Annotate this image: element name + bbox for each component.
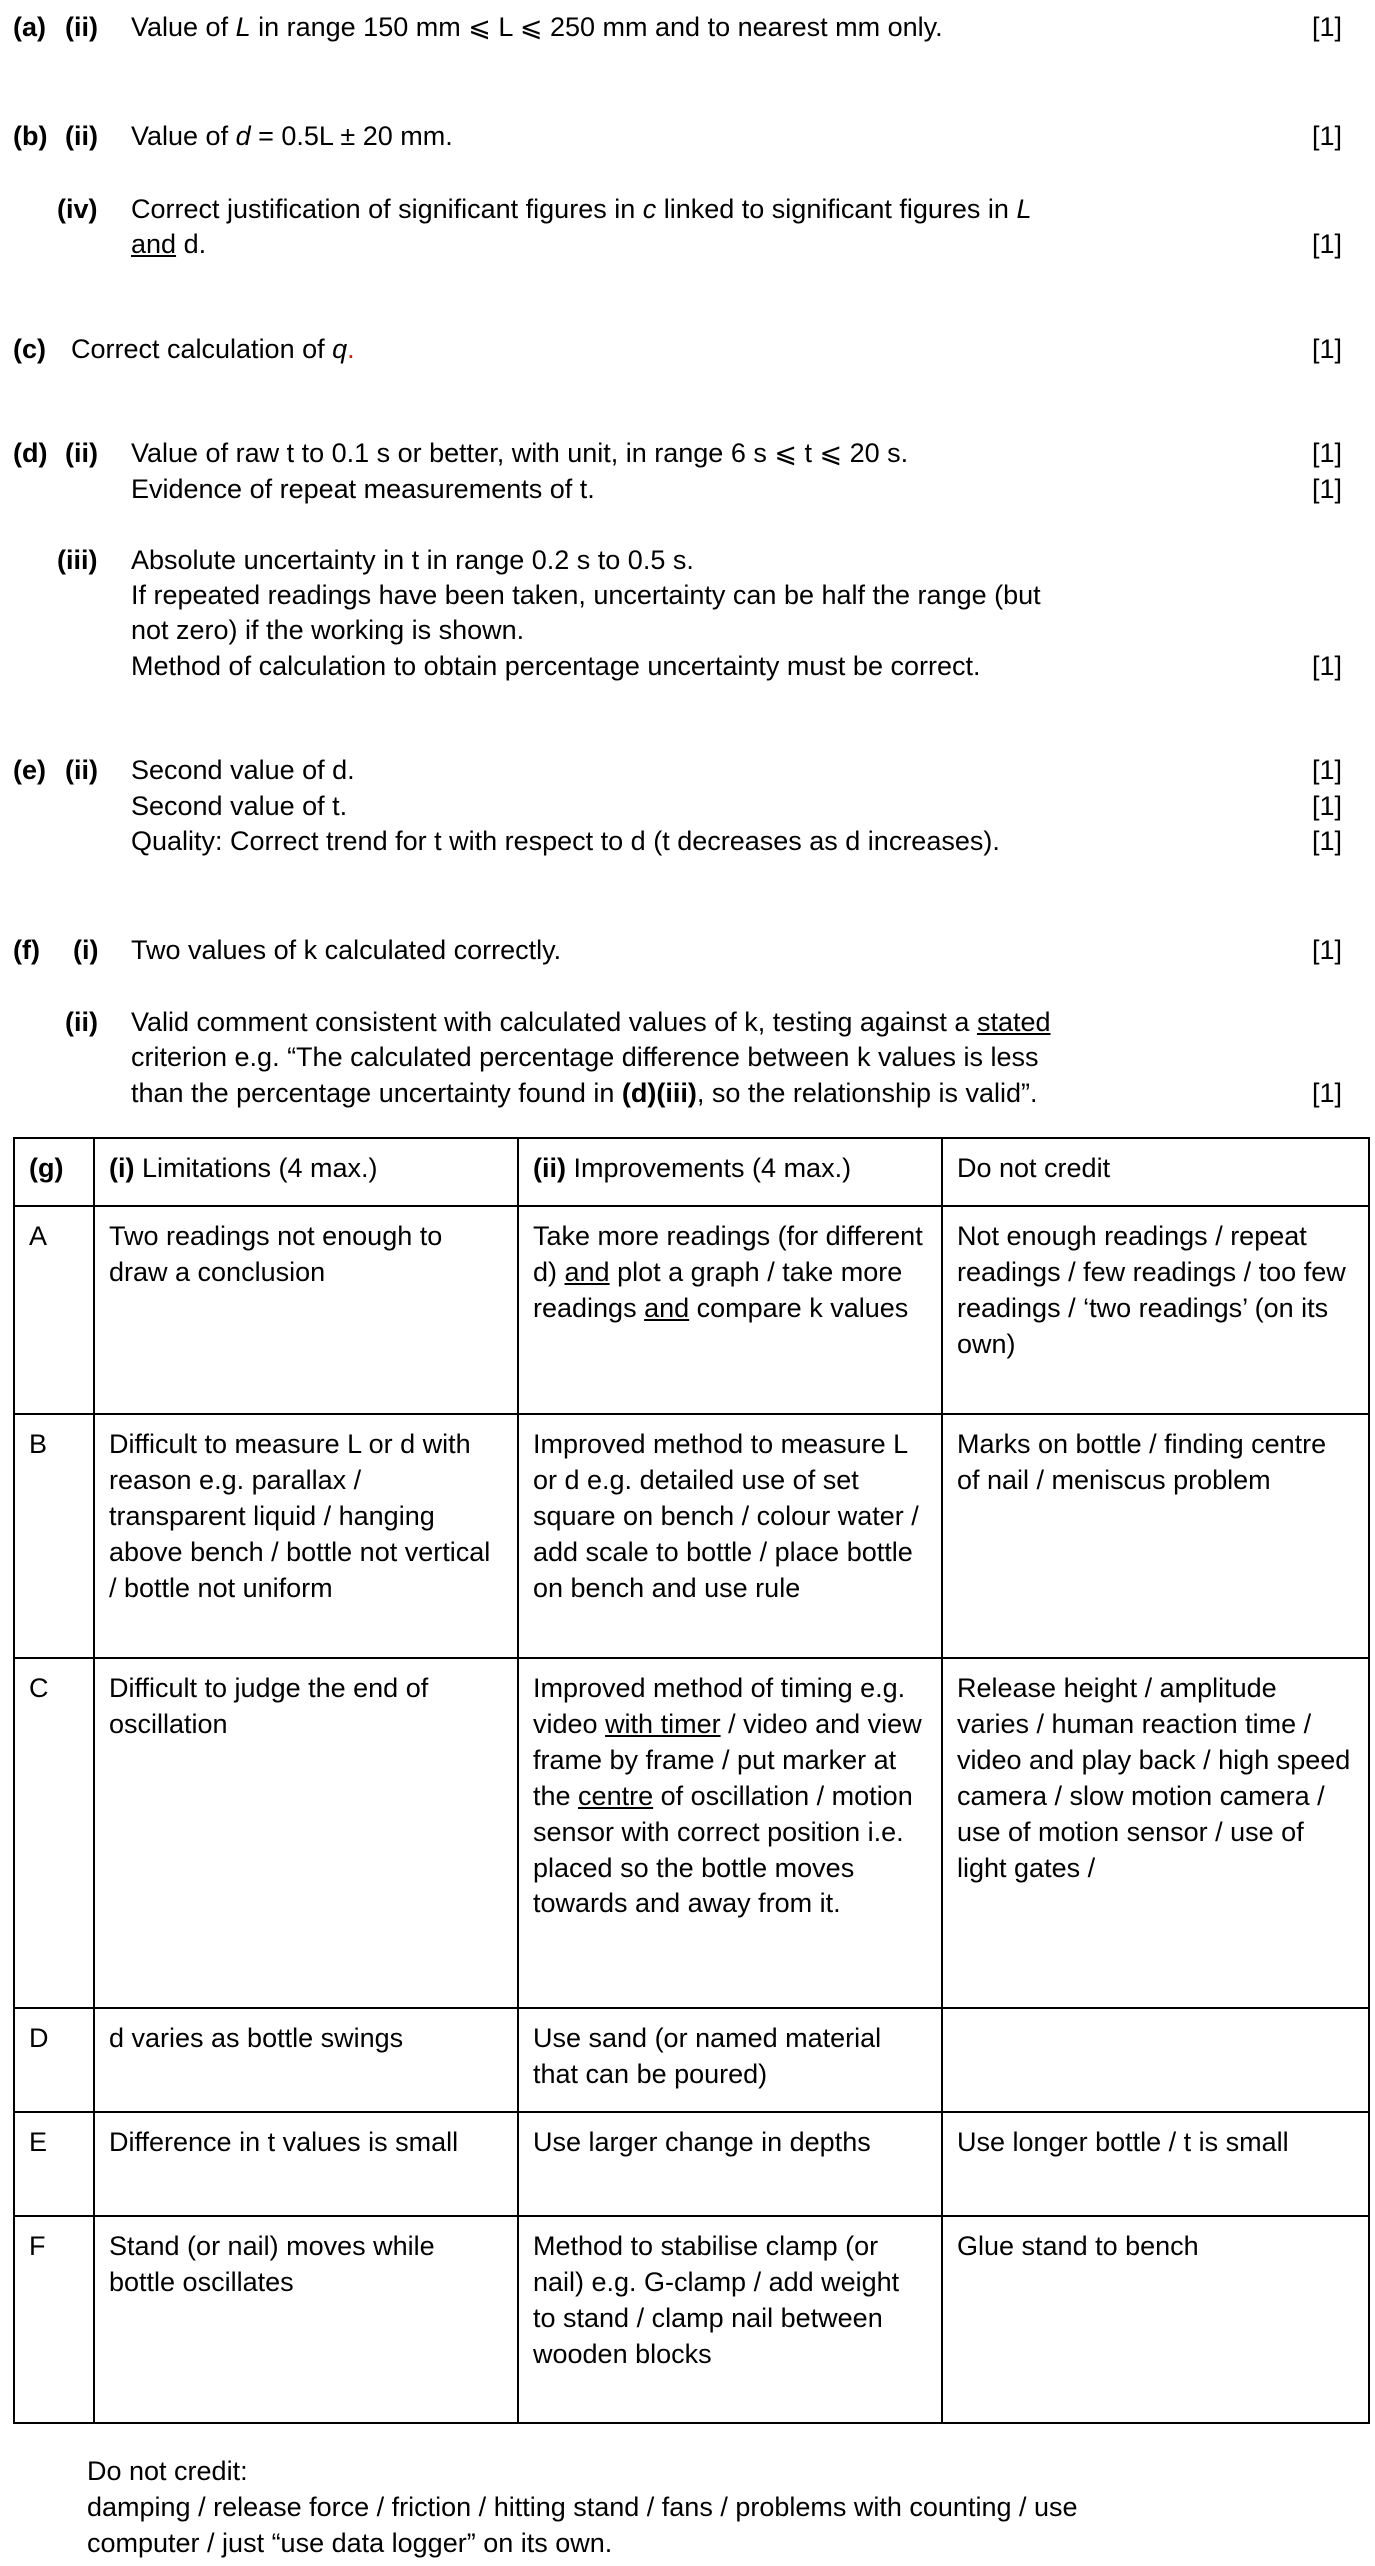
- part-e-line1: Second value of d.: [131, 755, 355, 785]
- part-f-ii-label: (ii): [65, 1007, 98, 1037]
- part-f-ii-line1: Valid comment consistent with calculated values of k, testing against a stated: [131, 1007, 1051, 1037]
- part-d-iii-line4: Method of calculation to obtain percentage uncertainty must be correct.: [131, 651, 981, 681]
- part-b-label: (b): [13, 121, 48, 151]
- note-heading: Do not credit:: [87, 2456, 248, 2486]
- part-f-i-mark: [1]: [1311, 935, 1342, 965]
- do-not-credit-cell: [942, 2008, 1369, 2112]
- part-c-label: (c): [13, 334, 46, 364]
- limitation-cell: Stand (or nail) moves while bottle oscillates: [94, 2216, 518, 2423]
- part-d-mark1: [1]: [1311, 438, 1342, 468]
- part-e-line2: Second value of t.: [131, 791, 348, 821]
- part-d-iii-label: (iii): [57, 545, 98, 575]
- part-d-mark2: [1]: [1311, 474, 1342, 504]
- table-row: [14, 2216, 1369, 2423]
- improvement-cell: Method to stabilise clamp (or nail) e.g. G-clamp / add weight to stand / clamp nail between wooden blocks: [518, 2216, 942, 2423]
- table-header-row: [14, 1138, 1369, 1206]
- part-e-mark3: [1]: [1311, 826, 1342, 856]
- do-not-credit-note: [87, 2454, 1078, 2562]
- part-e-sub-label: (ii): [65, 755, 98, 785]
- table-row: [14, 1414, 1369, 1658]
- improvement-cell: Improved method of timing e.g. video with timer / video and view frame by frame / put marker at the centre of oscillation / motion sensor with correct position i.e. placed so the bottle moves towards and away from it.: [518, 1658, 942, 2008]
- table-row: [14, 2008, 1369, 2112]
- row-id: B: [14, 1414, 94, 1658]
- part-d-line1: Value of raw t to 0.1 s or better, with unit, in range 6 s ⩽ t ⩽ 20 s.: [131, 438, 909, 468]
- limitation-cell: Difficult to measure L or d with reason e.g. parallax / transparent liquid / hanging above bench / bottle not vertical / bottle not uniform: [94, 1414, 518, 1658]
- part-d-iii-line2: If repeated readings have been taken, uncertainty can be half the range (but: [131, 580, 1041, 610]
- part-d-iii-mark: [1]: [1311, 651, 1342, 681]
- part-b-sub-label: (ii): [65, 121, 98, 151]
- limitation-cell: Difficult to judge the end of oscillation: [94, 1658, 518, 2008]
- part-e-mark2: [1]: [1311, 791, 1342, 821]
- part-b-iv-label: (iv): [57, 194, 98, 224]
- part-d-iii-line1: Absolute uncertainty in t in range 0.2 s to 0.5 s.: [131, 545, 694, 575]
- table-row: [14, 1658, 1369, 2008]
- part-b-iv-line1: Correct justification of significant figures in c linked to significant figures in L: [131, 194, 1032, 224]
- part-f-ii-line2: criterion e.g. “The calculated percentage difference between k values is less: [131, 1042, 1039, 1072]
- do-not-credit-cell: Release height / amplitude varies / human reaction time / video and play back / high speed camera / slow motion camera / use of motion sensor / use of light gates /: [942, 1658, 1369, 2008]
- part-f-i-label: (i): [73, 935, 99, 965]
- do-not-credit-cell: Not enough readings / repeat readings / few readings / too few readings / ‘two readings’ (on its own): [942, 1206, 1369, 1414]
- table-row: [14, 1206, 1369, 1414]
- do-not-credit-cell: Marks on bottle / finding centre of nail / meniscus problem: [942, 1414, 1369, 1658]
- improvement-cell: Improved method to measure L or d e.g. detailed use of set square on bench / colour water / add scale to bottle / place bottle on bench and use rule: [518, 1414, 942, 1658]
- part-f-label: (f): [13, 935, 40, 965]
- part-f-i-text: Two values of k calculated correctly.: [131, 935, 562, 965]
- part-b-iv-line2: and d.: [131, 229, 207, 259]
- part-d-line2: Evidence of repeat measurements of t.: [131, 474, 595, 504]
- note-line: damping / release force / friction / hitting stand / fans / problems with counting / use: [87, 2491, 1078, 2522]
- part-b-mark: [1]: [1311, 121, 1342, 151]
- part-a-sub-label: (ii): [65, 12, 98, 42]
- part-a-mark: [1]: [1311, 12, 1342, 42]
- part-c-text: Correct calculation of q.: [71, 334, 355, 364]
- header-do-not-credit: Do not credit: [942, 1138, 1369, 1206]
- part-b-iv-mark: [1]: [1311, 229, 1342, 259]
- table-row: [14, 2112, 1369, 2216]
- improvement-cell: Use larger change in depths: [518, 2112, 942, 2216]
- part-e-line3: Quality: Correct trend for t with respect to d (t decreases as d increases).: [131, 826, 1000, 856]
- do-not-credit-cell: Use longer bottle / t is small: [942, 2112, 1369, 2216]
- part-b-text: Value of d = 0.5L ± 20 mm.: [131, 121, 453, 151]
- row-id: C: [14, 1658, 94, 2008]
- header-limitations: (i) Limitations (4 max.): [94, 1138, 518, 1206]
- note-line: computer / just “use data logger” on its own.: [87, 2527, 613, 2558]
- part-d-label: (d): [13, 438, 48, 468]
- limitation-cell: Two readings not enough to draw a conclusion: [94, 1206, 518, 1414]
- part-e-mark1: [1]: [1311, 755, 1342, 785]
- header-improvements: (ii) Improvements (4 max.): [518, 1138, 942, 1206]
- header-part-g: (g): [14, 1138, 94, 1206]
- part-a-label: (a): [13, 12, 46, 42]
- do-not-credit-cell: Glue stand to bench: [942, 2216, 1369, 2423]
- part-f-ii-mark: [1]: [1311, 1078, 1342, 1108]
- row-id: D: [14, 2008, 94, 2112]
- limitation-cell: d varies as bottle swings: [94, 2008, 518, 2112]
- limitations-table: [13, 1137, 1370, 2424]
- part-d-sub-label: (ii): [65, 438, 98, 468]
- part-a-text: Value of L in range 150 mm ⩽ L ⩽ 250 mm and to nearest mm only.: [131, 12, 943, 42]
- row-id: A: [14, 1206, 94, 1414]
- improvement-cell: Use sand (or named material that can be poured): [518, 2008, 942, 2112]
- part-d-iii-line3: not zero) if the working is shown.: [131, 615, 525, 645]
- part-e-label: (e): [13, 755, 46, 785]
- part-f-ii-line3: than the percentage uncertainty found in (d)(iii), so the relationship is valid”.: [131, 1078, 1038, 1108]
- part-c-mark: [1]: [1311, 334, 1342, 364]
- limitation-cell: Difference in t values is small: [94, 2112, 518, 2216]
- row-id: E: [14, 2112, 94, 2216]
- row-id: F: [14, 2216, 94, 2423]
- improvement-cell: Take more readings (for different d) and plot a graph / take more readings and compare k values: [518, 1206, 942, 1414]
